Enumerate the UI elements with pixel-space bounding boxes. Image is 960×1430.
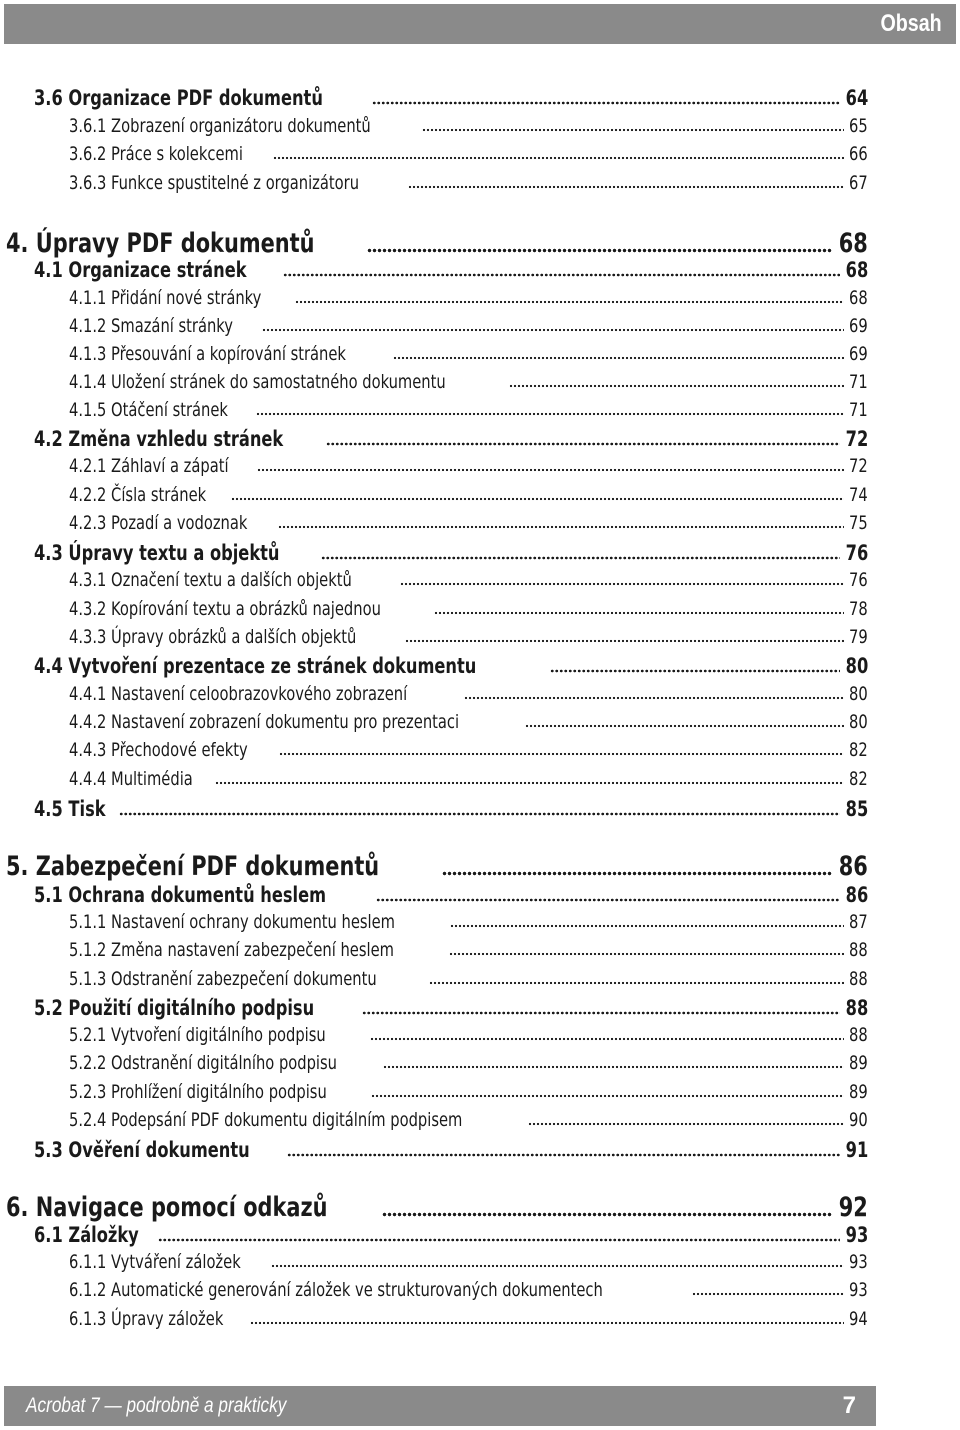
toc-entry-page: 94	[849, 1308, 868, 1330]
toc-entry-page: 82	[849, 768, 868, 790]
toc-entry-title: 4.3.2 Kopírování textu a obrázků najednou	[69, 598, 381, 620]
dot-leader	[321, 556, 839, 561]
toc-entry-page: 72	[845, 427, 868, 451]
toc-entry-page: 88	[849, 968, 868, 990]
toc-entry-page: 91	[845, 1138, 868, 1162]
toc-entry-page: 67	[849, 172, 868, 194]
toc-entry-title: 6. Navigace pomocí odkazů	[6, 1192, 328, 1223]
toc-entry-title: 4. Úpravy PDF dokumentů	[6, 228, 315, 259]
toc-entry[interactable]	[34, 539, 868, 565]
toc-entry-title: 4.1 Organizace stránek	[34, 258, 247, 282]
toc-entry-page: 89	[849, 1081, 868, 1103]
toc-entry-page: 76	[849, 569, 868, 591]
dot-leader	[158, 1238, 840, 1243]
toc-entry-page: 72	[849, 455, 868, 477]
toc-entry-title: 4.2.3 Pozadí a vodoznak	[69, 512, 248, 534]
toc-entry-title: 3.6.1 Zobrazení organizátoru dokumentů	[69, 115, 371, 137]
toc-entry-title: 6.1.3 Úpravy záložek	[69, 1308, 224, 1330]
toc-entry[interactable]	[34, 795, 868, 821]
dot-leader	[262, 328, 845, 332]
toc-entry[interactable]	[69, 341, 868, 365]
toc-entry-title: 4.5 Tisk	[34, 797, 106, 821]
toc-entry-title: 3.6 Organizace PDF dokumentů	[34, 86, 323, 110]
toc-entry[interactable]	[69, 709, 868, 733]
toc-entry[interactable]	[69, 937, 868, 961]
toc-entry-title: 4.2.1 Záhlaví a zápatí	[69, 455, 229, 477]
toc-entry[interactable]	[69, 397, 868, 421]
toc-entry[interactable]	[69, 737, 868, 761]
toc-entry[interactable]	[6, 848, 868, 882]
toc-entry-page: 87	[849, 911, 868, 933]
dot-leader	[283, 273, 840, 278]
toc-entry-title: 5.2 Použití digitálního podpisu	[34, 996, 315, 1020]
toc-entry-title: 4.1.4 Uložení stránek do samostatného dokumentu	[69, 371, 446, 393]
toc-entry-title: 4.1.1 Přidání nové stránky	[69, 287, 262, 309]
toc-entry-page: 88	[845, 996, 868, 1020]
toc-entry[interactable]	[69, 369, 868, 393]
toc-entry[interactable]	[34, 881, 868, 907]
toc-entry-page: 93	[849, 1279, 868, 1301]
toc-entry-page: 93	[849, 1251, 868, 1273]
toc-entry[interactable]	[69, 285, 868, 309]
dot-leader	[295, 300, 845, 304]
toc-entry-page: 86	[845, 883, 868, 907]
toc-entry[interactable]	[69, 1277, 868, 1301]
dot-leader	[434, 611, 845, 615]
footer-bar	[4, 1386, 876, 1426]
toc-entry-page: 86	[838, 851, 868, 882]
dot-leader	[550, 669, 839, 674]
dot-leader	[408, 185, 844, 189]
toc-entry-page: 85	[845, 797, 868, 821]
toc-entry-page: 90	[849, 1109, 868, 1131]
toc-entry-page: 65	[849, 115, 868, 137]
toc-entry[interactable]	[69, 766, 868, 790]
toc-entry-title: 4.4.3 Přechodové efekty	[69, 739, 248, 761]
dot-leader	[525, 724, 845, 728]
dot-leader	[367, 248, 832, 253]
toc-entry-page: 74	[849, 484, 868, 506]
dot-leader	[422, 128, 844, 132]
toc-entry[interactable]	[6, 225, 868, 259]
dot-leader	[442, 871, 832, 876]
toc-entry[interactable]	[69, 1306, 868, 1330]
dot-leader	[372, 101, 840, 106]
toc-entry-page: 89	[849, 1052, 868, 1074]
toc-entry-page: 64	[845, 86, 868, 110]
book-title: Acrobat 7 — podrobně a prakticky	[26, 1394, 287, 1417]
dot-leader	[119, 812, 839, 817]
toc-entry-title: 4.4.1 Nastavení celoobrazovkového zobrazení	[69, 683, 408, 705]
toc-entry[interactable]	[69, 482, 868, 506]
toc-entry-page: 79	[849, 626, 868, 648]
toc-entry-page: 88	[849, 1024, 868, 1046]
dot-leader	[376, 898, 840, 903]
toc-entry-title: 4.3.3 Úpravy obrázků a dalších objektů	[69, 626, 357, 648]
toc-entry-title: 4.1.5 Otáčení stránek	[69, 399, 228, 421]
toc-entry-page: 68	[849, 287, 868, 309]
toc-entry-page: 88	[849, 939, 868, 961]
dot-leader	[449, 952, 844, 956]
dot-leader	[250, 1321, 844, 1325]
toc-entry[interactable]	[69, 681, 868, 705]
toc-entry-title: 4.2 Změna vzhledu stránek	[34, 427, 284, 451]
toc-entry-title: 4.4.2 Nastavení zobrazení dokumentu pro prezentaci	[69, 711, 460, 733]
toc-entry-title: 4.2.2 Čísla stránek	[69, 484, 207, 506]
page-number: 7	[842, 1392, 856, 1419]
toc-entry-title: 5.1.3 Odstranění zabezpečení dokumentu	[69, 968, 377, 990]
toc-entry-title: 4.1.3 Přesouvání a kopírování stránek	[69, 343, 346, 365]
toc-entry[interactable]	[69, 567, 868, 591]
toc-entry[interactable]	[69, 1249, 868, 1273]
toc-entry-page: 66	[849, 143, 868, 165]
toc-entry-title: 5.2.3 Prohlížení digitálního podpisu	[69, 1081, 327, 1103]
toc-entry[interactable]	[69, 141, 868, 165]
dot-leader	[271, 1264, 845, 1268]
toc-entry-page: 80	[849, 711, 868, 733]
toc-entry[interactable]	[69, 966, 868, 990]
dot-leader	[362, 1011, 840, 1016]
toc-entry-title: 6.1.1 Vytváření záložek	[69, 1251, 241, 1273]
toc-entry-page: 82	[849, 739, 868, 761]
toc-entry-title: 6.1 Záložky	[34, 1223, 139, 1247]
toc-entry-title: 5.1 Ochrana dokumentů heslem	[34, 883, 327, 907]
toc-entry[interactable]	[69, 596, 868, 620]
toc-entry[interactable]	[34, 256, 868, 282]
toc-entry-page: 76	[845, 541, 868, 565]
dot-leader	[326, 442, 840, 447]
toc-entry[interactable]	[69, 1107, 868, 1131]
dot-leader	[370, 1037, 845, 1041]
toc-entry-title: 3.6.3 Funkce spustitelné z organizátoru	[69, 172, 360, 194]
toc-entry[interactable]	[69, 909, 868, 933]
toc-entry[interactable]	[69, 113, 868, 137]
toc-entry-page: 69	[849, 315, 868, 337]
toc-entry-title: 4.1.2 Smazání stránky	[69, 315, 233, 337]
toc-entry-page: 68	[838, 228, 868, 259]
toc-entry-title: 5.3 Ověření dokumentu	[34, 1138, 250, 1162]
dot-leader	[383, 1065, 845, 1069]
toc-entry[interactable]	[34, 1221, 868, 1247]
toc-entry-page: 71	[849, 371, 868, 393]
toc-entry-page: 71	[849, 399, 868, 421]
toc-entry-page: 93	[845, 1223, 868, 1247]
dot-leader	[382, 1212, 832, 1217]
toc-entry[interactable]	[34, 425, 868, 451]
toc-entry-title: 5. Zabezpečení PDF dokumentů	[6, 851, 380, 882]
toc-entry[interactable]	[69, 1022, 868, 1046]
toc-entry-title: 4.4 Vytvoření prezentace ze stránek dokumentu	[34, 654, 477, 678]
toc-entry-title: 5.2.2 Odstranění digitálního podpisu	[69, 1052, 338, 1074]
dot-leader	[429, 981, 844, 985]
toc-entry-page: 78	[849, 598, 868, 620]
toc-entry-title: 5.1.2 Změna nastavení zabezpečení heslem	[69, 939, 394, 961]
toc-entry-page: 75	[849, 512, 868, 534]
dot-leader	[371, 1094, 845, 1098]
toc-entry[interactable]	[69, 170, 868, 194]
dot-leader	[287, 1153, 840, 1158]
toc-entry[interactable]	[69, 313, 868, 337]
toc-entry[interactable]	[69, 510, 868, 534]
toc-entry[interactable]	[69, 1050, 868, 1074]
toc-entry-title: 3.6.2 Práce s kolekcemi	[69, 143, 243, 165]
toc-entry[interactable]	[34, 994, 868, 1020]
toc-entry-page: 68	[845, 258, 868, 282]
toc-entry-page: 69	[849, 343, 868, 365]
toc-entry-title: 4.3 Úpravy textu a objektů	[34, 541, 280, 565]
toc-entry-page: 80	[849, 683, 868, 705]
dot-leader	[256, 412, 844, 416]
section-title: Obsah	[880, 10, 942, 37]
toc-entry[interactable]	[69, 453, 868, 477]
toc-entry[interactable]	[6, 1189, 868, 1223]
dot-leader	[464, 696, 844, 700]
toc-entry-title: 5.2.1 Vytvoření digitálního podpisu	[69, 1024, 326, 1046]
dot-leader	[215, 781, 844, 785]
toc-entry[interactable]	[69, 624, 868, 648]
dot-leader	[528, 1122, 844, 1126]
dot-leader	[405, 639, 844, 643]
dot-leader	[450, 924, 844, 928]
toc-entry-title: 4.3.1 Označení textu a dalších objektů	[69, 569, 352, 591]
toc-entry-title: 6.1.2 Automatické generování záložek ve strukturovaných dokumentech	[69, 1279, 603, 1301]
dot-leader	[400, 582, 844, 586]
toc-entry-page: 92	[838, 1192, 868, 1223]
toc-entry-page: 80	[845, 654, 868, 678]
dot-leader	[231, 497, 845, 501]
toc-entry[interactable]	[34, 1136, 868, 1162]
toc-entry[interactable]	[34, 652, 868, 678]
dot-leader	[692, 1292, 845, 1296]
dot-leader	[278, 525, 844, 529]
toc-entry-title: 5.2.4 Podepsání PDF dokumentu digitálním podpisem	[69, 1109, 463, 1131]
toc-entry-title: 5.1.1 Nastavení ochrany dokumentu heslem	[69, 911, 396, 933]
dot-leader	[509, 384, 844, 388]
dot-leader	[257, 468, 845, 472]
dot-leader	[273, 156, 844, 160]
toc-entry[interactable]	[69, 1079, 868, 1103]
dot-leader	[393, 356, 844, 360]
header-bar	[4, 4, 956, 44]
toc-entry[interactable]	[34, 84, 868, 110]
toc-entry-title: 4.4.4 Multimédia	[69, 768, 193, 790]
dot-leader	[279, 752, 844, 756]
